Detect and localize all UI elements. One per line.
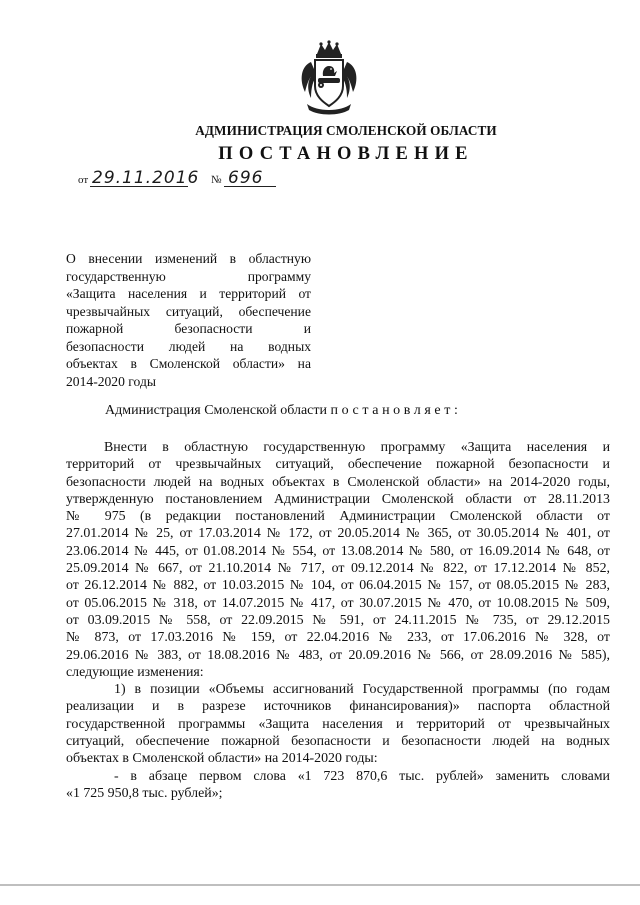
body-line: реализации и в разрезе источников финансирования)» паспорта областной <box>66 699 610 715</box>
subject-line: 2014-2020 годы <box>66 373 156 389</box>
handwritten-number: 696 <box>228 168 264 188</box>
subject-line: чрезвычайных ситуаций, обеспечение <box>66 303 311 319</box>
body-line: от 26.12.2014 № 882, от 10.03.2015 № 104, от 06.04.2015 № 157, от 08.05.2015 № 283, <box>66 578 610 594</box>
document-body <box>66 439 610 802</box>
body-line: ситуаций, обеспечение пожарной безопасности и безопасности людей на водных <box>66 734 610 750</box>
subject-line: безопасности людей на водных <box>66 338 311 354</box>
body-line: государственной программы «Защита населения и территорий от чрезвычайных <box>66 716 610 732</box>
body-line: утвержденную постановлением Администрации Смоленской области от 28.11.2013 <box>66 491 610 507</box>
preamble-action: постановляет: <box>330 403 462 418</box>
organization-name: АДМИНИСТРАЦИЯ СМОЛЕНСКОЙ ОБЛАСТИ <box>195 123 497 138</box>
number-prefix: № <box>211 174 222 186</box>
subject-line: государственную программу <box>66 268 311 284</box>
body-line: 27.01.2014 № 25, от 17.03.2014 № 172, от 20.05.2014 № 365, от 30.05.2014 № 401, от <box>66 526 610 542</box>
body-line: от 03.09.2015 № 558, от 22.09.2015 № 591, от 24.11.2015 № 735, от 29.12.2015 <box>66 612 610 628</box>
body-line: № 873, от 17.03.2016 № 159, от 22.04.2016 № 233, от 17.06.2016 № 328, от <box>66 630 610 646</box>
subject-line: объектах в Смоленской области» на <box>66 356 311 371</box>
body-line: от 05.06.2015 № 318, от 14.07.2015 № 417, от 30.07.2015 № 470, от 10.08.2015 № 509, <box>66 595 610 611</box>
body-line: «1 725 950,8 тыс. рублей»; <box>66 785 223 801</box>
body-line: № 975 (в редакции постановлений Администрации Смоленской области от <box>66 509 610 525</box>
handwritten-date: 29.11.2016 <box>92 168 200 188</box>
date-prefix: от <box>78 174 89 186</box>
body-line: - в абзаце первом слова «1 723 870,6 тыс. рублей» заменить словами <box>114 768 610 784</box>
body-line: Внести в областную государственную программу «Защита населения и <box>104 440 610 455</box>
date-number-line <box>78 170 338 190</box>
preamble-text: Администрация Смоленской области <box>105 403 328 418</box>
preamble <box>105 402 461 420</box>
body-line: 25.09.2014 № 667, от 21.10.2014 № 717, от 09.12.2014 № 822, от 17.12.2014 № 852, <box>66 561 610 577</box>
subject-line: О внесении изменений в областную <box>66 251 311 266</box>
body-line: территорий от чрезвычайных ситуаций, обеспечение пожарной безопасности и <box>66 457 610 473</box>
body-line: объектах в Смоленской области» на 2014-2020 годы: <box>66 751 378 767</box>
subject-line: «Защита населения и территорий от <box>66 286 311 301</box>
subject-line: пожарной безопасности и <box>66 321 311 336</box>
body-line: безопасности людей на водных объектах в Смоленской области» на 2014-2020 годы, <box>66 474 610 490</box>
body-line: 1) в позиции «Объемы ассигнований Государственной программы (по годам <box>114 682 610 698</box>
coat-of-arms-icon <box>297 40 361 116</box>
body-line: 23.06.2014 № 445, от 01.08.2014 № 554, от 13.08.2014 № 580, от 16.09.2014 № 648, от <box>66 543 610 559</box>
body-line: следующие изменения: <box>66 664 204 680</box>
document-type: ПОСТАНОВЛЕНИЕ <box>218 144 474 164</box>
scan-edge-line <box>0 884 640 886</box>
body-line: 29.06.2016 № 383, от 18.08.2016 № 483, от 20.09.2016 № 566, от 28.09.2016 № 585), <box>66 647 610 663</box>
document-subject <box>66 250 311 390</box>
